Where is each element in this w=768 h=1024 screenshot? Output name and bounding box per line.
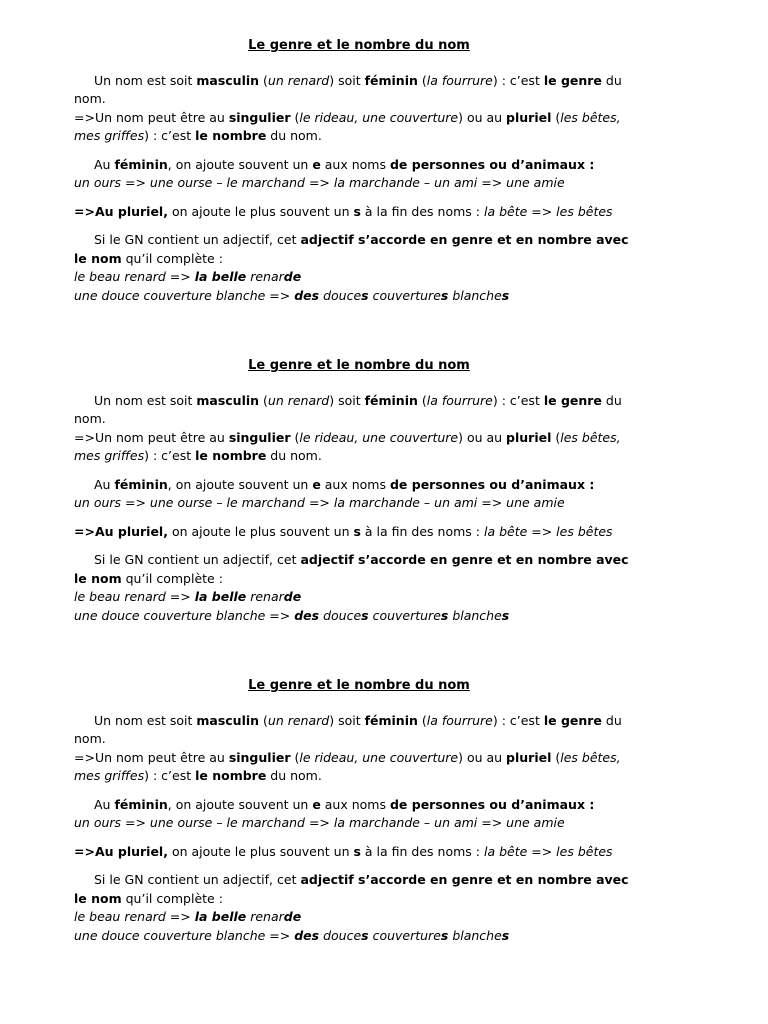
- paragraph-genre: Un nom est soit masculin (un renard) soit féminin (la fourrure) : c’est le genre du nom.: [74, 72, 622, 106]
- paragraph-feminin: Au féminin, on ajoute souvent un e aux noms de personnes ou d’animaux :: [94, 476, 595, 492]
- paragraph-nombre: =>Un nom peut être au singulier (le rideau, une couverture) ou au pluriel (les bêtes, mes griffes) : c’est le nombre du nom.: [74, 109, 621, 143]
- example-feminin: un ours => une ourse – le marchand => la marchande – un ami => une amie: [74, 495, 565, 510]
- paragraph-adjectif: Si le GN contient un adjectif, cet adjectif s’accorde en genre et en nombre avec le nom qu’il complète :: [74, 872, 629, 906]
- example-adjectif-1: le beau renard => la belle renarde: [74, 909, 302, 924]
- paragraph-pluriel: =>Au pluriel, on ajoute le plus souvent un s à la fin des noms : la bête => les bêtes: [74, 203, 613, 219]
- lesson-section: [74, 357, 644, 625]
- paragraph-pluriel: =>Au pluriel, on ajoute le plus souvent un s à la fin des noms : la bête => les bêtes: [74, 523, 613, 539]
- section-title: Le genre et le nombre du nom: [248, 38, 470, 53]
- section-title: Le genre et le nombre du nom: [248, 358, 470, 373]
- example-feminin: un ours => une ourse – le marchand => la marchande – un ami => une amie: [74, 815, 565, 830]
- example-adjectif-1: le beau renard => la belle renarde: [74, 589, 302, 604]
- paragraph-feminin: Au féminin, on ajoute souvent un e aux noms de personnes ou d’animaux :: [94, 796, 595, 812]
- example-feminin: un ours => une ourse – le marchand => la marchande – un ami => une amie: [74, 175, 565, 190]
- paragraph-nombre: =>Un nom peut être au singulier (le rideau, une couverture) ou au pluriel (les bêtes, mes griffes) : c’est le nombre du nom.: [74, 429, 621, 463]
- paragraph-genre: Un nom est soit masculin (un renard) soit féminin (la fourrure) : c’est le genre du nom.: [74, 392, 622, 426]
- lesson-section: [74, 37, 644, 305]
- paragraph-adjectif: Si le GN contient un adjectif, cet adjectif s’accorde en genre et en nombre avec le nom qu’il complète :: [74, 552, 629, 586]
- paragraph-pluriel: =>Au pluriel, on ajoute le plus souvent un s à la fin des noms : la bête => les bêtes: [74, 843, 613, 859]
- paragraph-feminin: Au féminin, on ajoute souvent un e aux noms de personnes ou d’animaux :: [94, 156, 595, 172]
- section-title: Le genre et le nombre du nom: [248, 678, 470, 693]
- paragraph-genre: Un nom est soit masculin (un renard) soit féminin (la fourrure) : c’est le genre du nom.: [74, 712, 622, 746]
- example-adjectif-2: une douce couverture blanche => des douces couvertures blanches: [74, 927, 510, 943]
- example-adjectif-2: une douce couverture blanche => des douces couvertures blanches: [74, 287, 510, 303]
- paragraph-adjectif: Si le GN contient un adjectif, cet adjectif s’accorde en genre et en nombre avec le nom qu’il complète :: [74, 232, 629, 266]
- example-adjectif-1: le beau renard => la belle renarde: [74, 269, 302, 284]
- lesson-section: [74, 677, 644, 945]
- example-adjectif-2: une douce couverture blanche => des douces couvertures blanches: [74, 607, 510, 623]
- paragraph-nombre: =>Un nom peut être au singulier (le rideau, une couverture) ou au pluriel (les bêtes, mes griffes) : c’est le nombre du nom.: [74, 749, 621, 783]
